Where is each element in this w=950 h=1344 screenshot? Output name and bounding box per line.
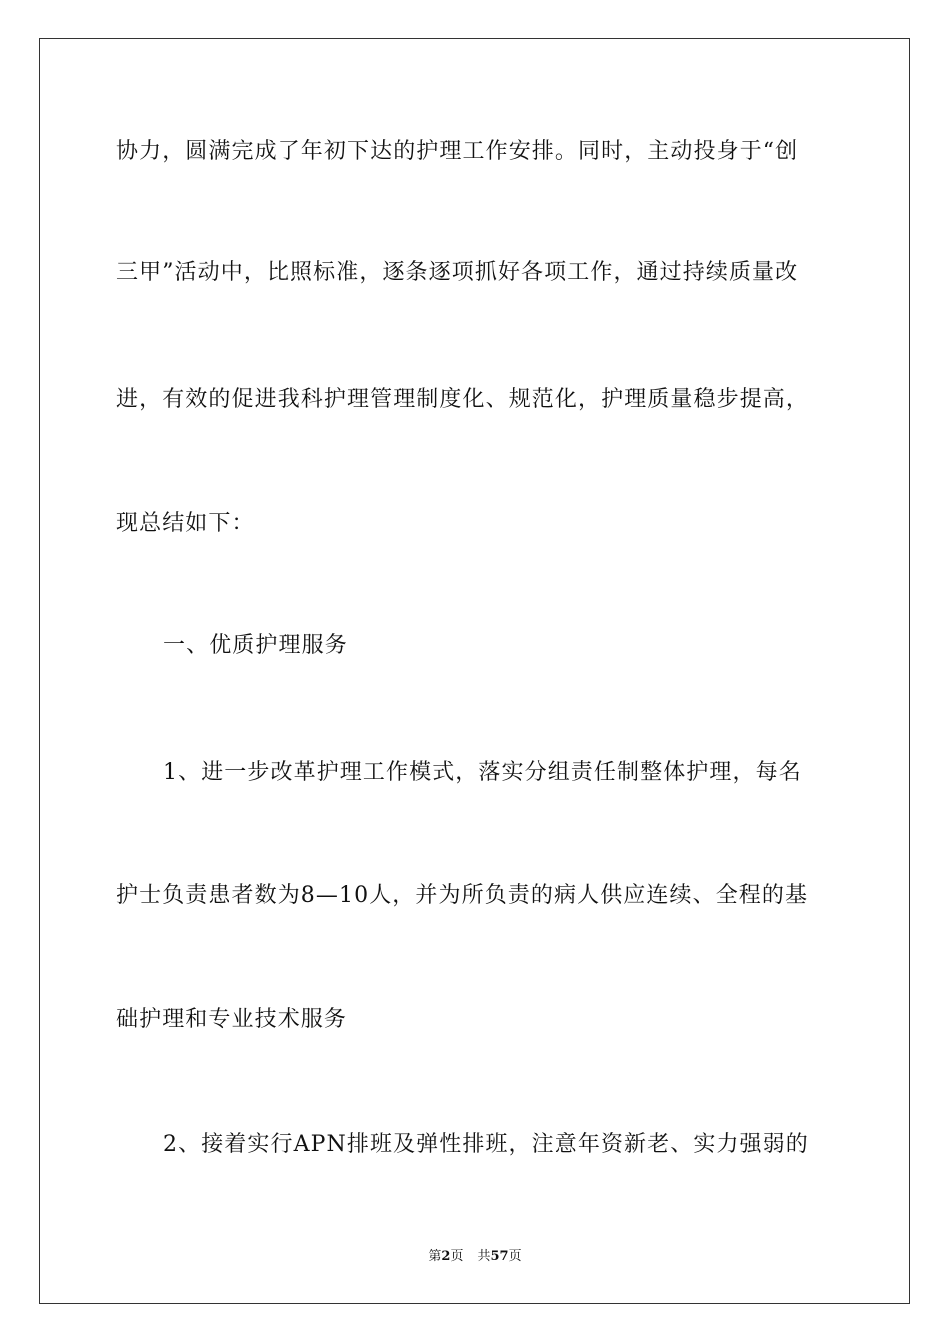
page-frame — [39, 38, 910, 1304]
footer-total-prefix: 共 — [477, 1249, 491, 1264]
list-item-1-line-2: 护士负责患者数为8—10人，并为所负责的病人供应连续、全程的基 — [116, 883, 809, 908]
page-footer — [0, 1248, 950, 1266]
footer-page-number: 2 — [441, 1249, 451, 1264]
paragraph-line-1: 协力，圆满完成了年初下达的护理工作安排。同时，主动投身于“创 — [116, 139, 799, 164]
paragraph-line-4: 现总结如下： — [116, 511, 255, 536]
footer-page-prefix: 第 — [428, 1249, 442, 1264]
footer-total-number: 57 — [490, 1249, 509, 1264]
paragraph-line-3: 进，有效的促进我科护理管理制度化、规范化，护理质量稳步提高， — [116, 387, 810, 412]
footer-total-suffix: 页 — [508, 1249, 522, 1264]
footer-page-suffix: 页 — [450, 1249, 464, 1264]
list-item-1-line-1: 1、进一步改革护理工作模式，落实分组责任制整体护理，每名 — [163, 760, 802, 785]
list-item-2-line-1: 2、接着实行APN排班及弹性排班，注意年资新老、实力强弱的 — [163, 1132, 809, 1157]
section-heading: 一、优质护理服务 — [163, 633, 348, 658]
paragraph-line-2: 三甲”活动中，比照标准，逐条逐项抓好各项工作，通过持续质量改 — [116, 260, 799, 285]
list-item-1-line-3: 础护理和专业技术服务 — [116, 1007, 348, 1032]
